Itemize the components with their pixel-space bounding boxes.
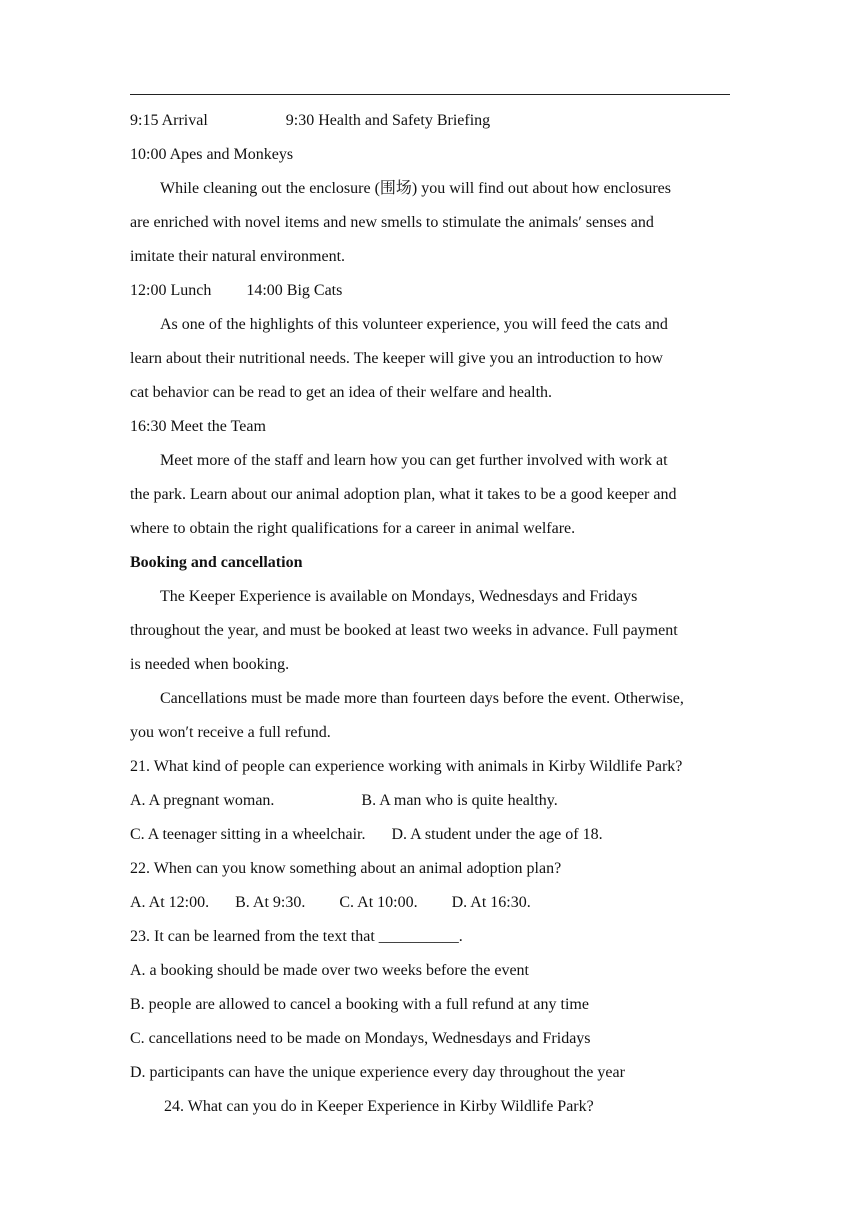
apes-desc-line: are enriched with novel items and new smells to stimulate the animals′ senses and — [130, 214, 654, 231]
booking-heading: Booking and cancellation — [130, 554, 303, 571]
q22-option-d: D. At 16:30. — [451, 894, 531, 911]
team-heading: 16:30 Meet the Team — [130, 418, 266, 435]
q23-option-a: A. a booking should be made over two weeks before the event — [130, 962, 529, 979]
cats-desc-line: As one of the highlights of this volunteer experience, you will feed the cats and — [160, 316, 668, 333]
q21-option-d: D. A student under the age of 18. — [391, 826, 603, 843]
cancellation-para-line: Cancellations must be made more than fourteen days before the event. Otherwise, — [160, 690, 684, 707]
q21-option-b: B. A man who is quite healthy. — [361, 792, 558, 809]
q21-option-c: C. A teenager sitting in a wheelchair. — [130, 826, 366, 843]
apes-desc-line: While cleaning out the enclosure (围场) you will find out about how enclosures — [160, 180, 671, 197]
team-desc-line: Meet more of the staff and learn how you can get further involved with work at — [160, 452, 668, 469]
q23-option-d: D. participants can have the unique experience every day throughout the year — [130, 1064, 625, 1081]
header-rule — [130, 94, 730, 95]
cats-desc-line: cat behavior can be read to get an idea of their welfare and health. — [130, 384, 553, 401]
question-23: 23. It can be learned from the text that __________. — [130, 928, 463, 945]
apes-desc-line: imitate their natural environment. — [130, 248, 346, 265]
q23-option-c: C. cancellations need to be made on Mondays, Wednesdays and Fridays — [130, 1030, 591, 1047]
schedule-row-arrival — [130, 104, 740, 138]
team-desc-line: where to obtain the right qualifications for a career in animal welfare. — [130, 520, 576, 537]
q21-options-row-2 — [130, 818, 740, 852]
q22-option-c: C. At 10:00. — [339, 894, 418, 911]
cancellation-para-line: you won′t receive a full refund. — [130, 724, 331, 741]
q23-option-b: B. people are allowed to cancel a booking with a full refund at any time — [130, 996, 589, 1013]
apes-heading: 10:00 Apes and Monkeys — [130, 146, 294, 163]
team-desc-line: the park. Learn about our animal adoption plan, what it takes to be a good keeper and — [130, 486, 677, 503]
arrival-time: 9:15 Arrival — [130, 112, 208, 129]
q21-options-row-1 — [130, 784, 740, 818]
lunch-time: 12:00 Lunch — [130, 282, 212, 299]
briefing-time: 9:30 Health and Safety Briefing — [285, 112, 491, 129]
q21-option-a: A. A pregnant woman. — [130, 792, 275, 809]
question-21: 21. What kind of people can experience working with animals in Kirby Wildlife Park? — [130, 758, 683, 775]
q22-option-b: B. At 9:30. — [235, 894, 306, 911]
cats-desc-line: learn about their nutritional needs. The keeper will give you an introduction to how — [130, 350, 663, 367]
question-22: 22. When can you know something about an animal adoption plan? — [130, 860, 562, 877]
booking-para-line: is needed when booking. — [130, 656, 290, 673]
schedule-row-lunch — [130, 274, 740, 308]
booking-para-line: throughout the year, and must be booked at least two weeks in advance. Full payment — [130, 622, 678, 639]
q22-option-a: A. At 12:00. — [130, 894, 210, 911]
q22-options-row — [130, 886, 740, 920]
question-24: 24. What can you do in Keeper Experience in Kirby Wildlife Park? — [164, 1098, 594, 1115]
document-body — [130, 104, 740, 1124]
big-cats-time: 14:00 Big Cats — [246, 282, 343, 299]
booking-para-line: The Keeper Experience is available on Mondays, Wednesdays and Fridays — [160, 588, 638, 605]
